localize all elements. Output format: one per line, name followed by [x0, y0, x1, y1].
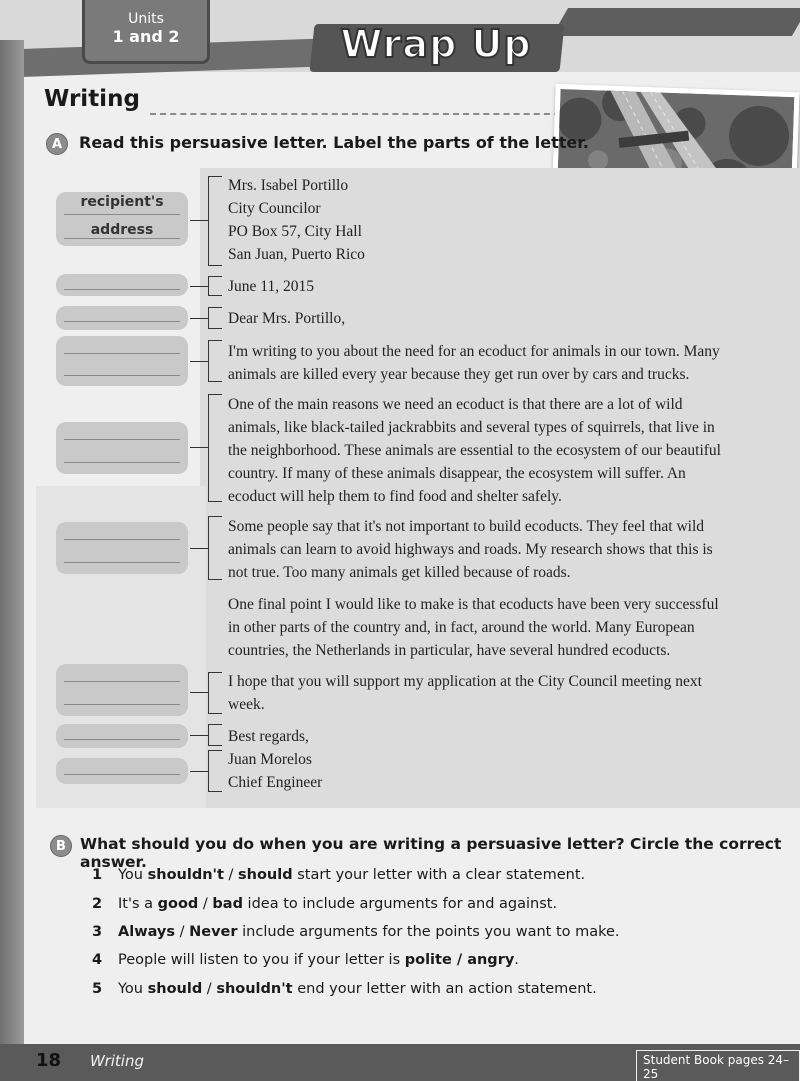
label-box-signature[interactable] — [56, 758, 188, 784]
answer-option[interactable]: angry — [467, 952, 515, 968]
label-box-date[interactable] — [56, 274, 188, 296]
question-b-item: 3 Always / Never include arguments for the points you want to make. — [92, 924, 620, 940]
question-b-instruction: What should you do when you are writing a persuasive letter? Circle the correct answer. — [80, 835, 782, 871]
answer-option[interactable]: bad — [212, 896, 243, 912]
answer-option[interactable]: should — [147, 981, 203, 997]
question-b-item: 1 You shouldn't / should start your letter with a clear statement. — [92, 867, 586, 883]
bracket-paragraph-2 — [208, 516, 222, 580]
answer-option[interactable]: should — [238, 867, 293, 883]
letter-closing-statement: I hope that you will support my application at the City Council meeting next week. — [228, 673, 702, 713]
footer-section: Writing — [90, 1052, 144, 1070]
bracket-closing — [208, 672, 222, 714]
header-decoration — [552, 8, 800, 36]
answer-option[interactable]: shouldn't — [147, 867, 224, 883]
answer-option[interactable]: Never — [189, 924, 238, 940]
question-a-instruction: Read this persuasive letter. Label the parts of the letter. — [79, 133, 589, 152]
letter-intro: I'm writing to you about the need for an ecoduct for animals in our town. Many animals are killed every year because they get run over by cars and trucks. — [228, 343, 720, 383]
label-box-paragraph-1[interactable] — [56, 422, 188, 474]
answer-option[interactable]: Always — [118, 924, 176, 940]
letter-address: Mrs. Isabel Portillo City Councilor PO Box 57, City Hall San Juan, Puerto Rico — [228, 177, 365, 263]
bracket-signature — [208, 750, 222, 792]
question-b-item: 5 You should / shouldn't end your letter with an action statement. — [92, 981, 597, 997]
page-title: Wrap Up — [340, 22, 532, 66]
answer-option[interactable]: polite — [404, 952, 452, 968]
bracket-date — [208, 276, 222, 296]
answer-option[interactable]: shouldn't — [216, 981, 293, 997]
label-box-greeting[interactable] — [56, 306, 188, 330]
letter-signoff: Best regards, — [228, 728, 309, 745]
letter-signature-name: Juan Morelos — [228, 751, 312, 768]
letter-paragraph-3: One final point I would like to make is that ecoducts have been very successful in other parts of the country and, in fact, around the world. Many European countries, the Netherlands in particular, have several hundred ecoducts. — [228, 596, 719, 659]
answer-option[interactable]: good — [157, 896, 199, 912]
label-answer-line1: recipient's — [80, 194, 164, 210]
units-tab — [82, 0, 210, 64]
label-box-signoff[interactable] — [56, 724, 188, 748]
letter-greeting: Dear Mrs. Portillo, — [228, 310, 346, 327]
bracket-address — [208, 176, 222, 266]
bracket-paragraph-1 — [208, 394, 222, 502]
letter-date: June 11, 2015 — [228, 278, 314, 295]
question-b-badge: B — [50, 835, 72, 857]
bracket-intro — [208, 340, 222, 382]
label-box-paragraph-2[interactable] — [56, 522, 188, 574]
section-divider — [150, 113, 560, 115]
question-b-item: 2 It's a good / bad idea to include arguments for and against. — [92, 896, 558, 912]
label-answer-line2: address — [90, 222, 154, 238]
bracket-greeting — [208, 307, 222, 329]
label-box-introduction[interactable] — [56, 336, 188, 386]
student-book-reference: Student Book pages 24–25 — [636, 1050, 800, 1081]
letter-paragraph-2: Some people say that it's not important to build ecoducts. They feel that wild animals can learn to avoid highways and roads. My research shows that this is not true. Too many animals get killed because of roads. — [228, 518, 713, 581]
question-b-item: 4 People will listen to you if your letter is polite / angry. — [92, 952, 519, 968]
page-footer — [0, 1044, 800, 1081]
page-number: 18 — [36, 1050, 62, 1071]
letter-signature-title: Chief Engineer — [228, 774, 323, 791]
letter-paragraph-1: One of the main reasons we need an ecoduct is that there are a lot of wild animals, like black-tailed jackrabbits and several types of squirrels, that live in the neighborhood. These animals are essential to the ecosystem of our beautiful country. If many of these animals disappear, the ecosystem will suffer. An ecoduct will help them to find food and shelter safely. — [228, 396, 721, 505]
label-box-closing-statement[interactable] — [56, 664, 188, 716]
section-title: Writing — [44, 86, 140, 112]
question-a-badge: A — [46, 133, 68, 155]
units-number: 1 and 2 — [112, 27, 180, 46]
page-edge-stripe — [0, 40, 24, 1050]
bracket-signoff — [208, 724, 222, 746]
units-label: Units — [128, 11, 164, 27]
